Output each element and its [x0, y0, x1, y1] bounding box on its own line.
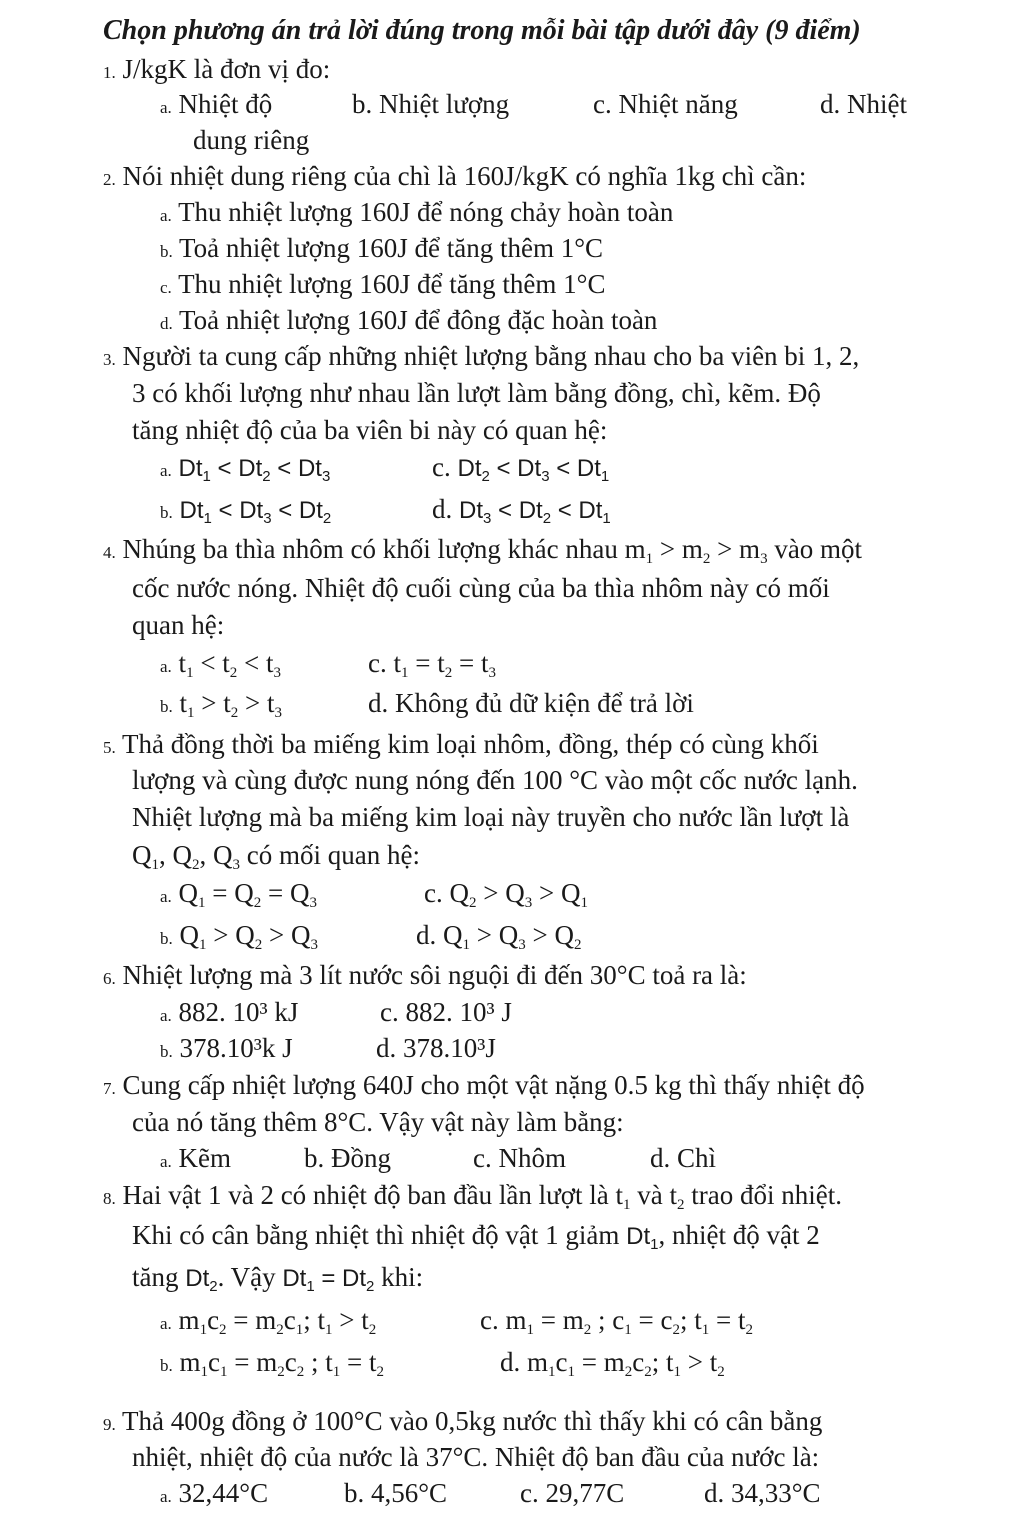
q4-option-d[interactable]: d. Không đủ dữ kiện để trả lời — [368, 688, 694, 718]
q2-option-d[interactable]: d. Toả nhiệt lượng 160J để đông đặc hoàn toàn — [160, 305, 658, 335]
page-title: Chọn phương án trả lời đúng trong mỗi bài tập dưới đây (9 điểm) — [103, 15, 861, 46]
q4-option-b[interactable]: b. $t_1 > t_2 > t_3$ — [160, 688, 282, 721]
q5-option-c[interactable]: c. $Q_2 > Q_3 > Q_1$ — [424, 878, 588, 911]
formula: $t_1 = t_2 = t_3$ — [393, 648, 496, 681]
q5-option-d[interactable]: d. $Q_1 > Q_3 > Q_2$ — [416, 920, 582, 953]
q3-text-line2: 3 có khối lượng như nhau lần lượt làm bằng đồng, chì, kẽm. Độ — [132, 378, 821, 408]
question-9: 9. Thả 400g đồng ở 100°C vào 0,5kg nước thì thấy khi có cân bằng — [103, 1406, 823, 1436]
question-3: 3. Người ta cung cấp những nhiệt lượng bằng nhau cho ba viên bi 1, 2, — [103, 341, 860, 371]
q8-option-d[interactable]: d. $m_1c_1 = m_2c_2$; $t_1 > t_2$ — [500, 1347, 725, 1380]
question-8: 8. Hai vật 1 và 2 có nhiệt độ ban đầu lần lượt là $t_1$ và $t_2$ trao đổi nhiệt. — [103, 1180, 842, 1213]
q1-option-b[interactable]: b. Nhiệt lượng — [352, 89, 510, 119]
q7-option-d[interactable]: d. Chì — [650, 1143, 717, 1173]
q3-option-c[interactable]: c. $Dt_2 < Dt_3 < Dt_1$ — [432, 452, 610, 485]
formula: $Dt_1 < Dt_3 < Dt_2$ — [179, 497, 332, 527]
question-6: 6. Nhiệt lượng mà 3 lít nước sôi nguội đi đến 30°C toả ra là: — [103, 960, 747, 990]
question-1 — [103, 52, 330, 90]
formula: $Dt_3 < Dt_2 < Dt_1$ — [459, 497, 611, 527]
q4-option-a[interactable]: a. $t_1 < t_2 < t_3$ — [160, 648, 282, 681]
q7-option-a[interactable]: a. Kẽm — [160, 1143, 232, 1173]
q1-option-d[interactable]: d. Nhiệt — [820, 89, 907, 119]
question-2: 2. Nói nhiệt dung riêng của chì là 160J/kgK có nghĩa 1kg chì cần: — [103, 161, 807, 191]
question-7: 7. Cung cấp nhiệt lượng 640J cho một vật nặng 0.5 kg thì thấy nhiệt độ — [103, 1070, 865, 1100]
q1-option-c[interactable]: c. Nhiệt năng — [593, 89, 738, 119]
q2-option-a[interactable]: a. Thu nhiệt lượng 160J để nóng chảy hoàn toàn — [160, 197, 674, 227]
q9-text-line2: nhiệt, nhiệt độ của nước là 37°C. Nhiệt độ ban đầu của nước là: — [132, 1442, 820, 1472]
formula: $Dt_1 = Dt_2$ — [282, 1265, 375, 1295]
q6-option-c[interactable]: c. 882. 10³ J — [380, 997, 512, 1027]
formula: $Dt_2$ — [185, 1265, 218, 1295]
q3-option-a[interactable]: a. $Dt_1 < Dt_2 < Dt_3$ — [160, 455, 331, 485]
q9-option-d[interactable]: d. 34,33°C — [704, 1478, 821, 1508]
q9-option-c[interactable]: c. 29,77C — [520, 1478, 625, 1508]
formula: $Dt_1 < Dt_2 < Dt_3$ — [178, 455, 331, 485]
question-text: J/kgK là đơn vị đo: — [122, 54, 331, 84]
q5-option-b[interactable]: b. $Q_1 > Q_2 > Q_3$ — [160, 920, 318, 953]
q8-option-a[interactable]: a. $m_1c_2 = m_2c_1$; $t_1 > t_2$ — [160, 1305, 377, 1338]
q1-option-a[interactable]: a. Nhiệt độ — [160, 89, 273, 119]
q6-option-d[interactable]: d. 378.10³J — [376, 1033, 496, 1063]
formula: $Q_1 > Q_3 > Q_2$ — [443, 920, 582, 953]
q3-text-line3: tăng nhiệt độ của ba viên bi này có quan hệ: — [132, 415, 608, 445]
formula: $t_1 > t_2 > t_3$ — [179, 688, 282, 721]
formula: $Q_1 = Q_2 = Q_3$ — [178, 878, 318, 911]
q5-text-line3: Nhiệt lượng mà ba miếng kim loại này truyền cho nước lần lượt là — [132, 802, 850, 832]
q3-option-d[interactable]: d. $Dt_3 < Dt_2 < Dt_1$ — [432, 494, 611, 527]
q9-option-b[interactable]: b. 4,56°C — [344, 1478, 448, 1508]
formula: $m_1 > m_2 > m_3$ — [624, 534, 768, 567]
formula: $Dt_2 < Dt_3 < Dt_1$ — [457, 455, 610, 485]
q8-text-line3: tăng $Dt_2$. Vậy $Dt_1 = Dt_2$ khi: — [132, 1262, 424, 1295]
formula: $Q_1$, $Q_2$, $Q_3$ — [132, 840, 240, 873]
formula: $m_1 = m_2$ ; $c_1 = c_2$; $t_1 = t_2$ — [505, 1305, 753, 1338]
formula: $Q_2 > Q_3 > Q_1$ — [449, 878, 588, 911]
formula: $Dt_1$ — [626, 1223, 659, 1253]
q6-option-a[interactable]: a. 882. 10³ kJ — [160, 997, 299, 1027]
q7-text-line2: của nó tăng thêm 8°C. Vậy vật này làm bằng: — [132, 1107, 624, 1137]
question-4: 4. Nhúng ba thìa nhôm có khối lượng khác nhau $m_1 > m_2 > m_3$ vào một — [103, 534, 863, 567]
q9-option-a[interactable]: a. 32,44°C — [160, 1478, 269, 1508]
q8-option-c[interactable]: c. $m_1 = m_2$ ; $c_1 = c_2$; $t_1 = t_2$ — [480, 1305, 753, 1338]
q5-text-line4: $Q_1$, $Q_2$, $Q_3$ có mối quan hệ: — [132, 840, 420, 873]
q4-text-line2: cốc nước nóng. Nhiệt độ cuối cùng của ba thìa nhôm này có mối — [132, 573, 830, 603]
formula: $m_1c_2 = m_2c_1$; $t_1 > t_2$ — [178, 1305, 377, 1338]
q5-option-a[interactable]: a. $Q_1 = Q_2 = Q_3$ — [160, 878, 318, 911]
question-5: 5. Thả đồng thời ba miếng kim loại nhôm, đồng, thép có cùng khối — [103, 729, 819, 759]
q1-option-d-continued: dung riêng — [193, 125, 310, 155]
q4-option-c[interactable]: c. $t_1 = t_2 = t_3$ — [368, 648, 496, 681]
q7-option-c[interactable]: c. Nhôm — [473, 1143, 566, 1173]
formula: $Q_1 > Q_2 > Q_3$ — [179, 920, 318, 953]
formula: $m_1c_1 = m_2c_2$ ; $t_1 = t_2$ — [179, 1347, 384, 1380]
q8-option-b[interactable]: b. $m_1c_1 = m_2c_2$ ; $t_1 = t_2$ — [160, 1347, 384, 1380]
q8-text-line2: Khi có cân bằng nhiệt thì nhiệt độ vật 1 giảm $Dt_1$, nhiệt độ vật 2 — [132, 1220, 820, 1253]
q4-text-line3: quan hệ: — [132, 610, 225, 640]
q5-text-line2: lượng và cùng được nung nóng đến 100 °C vào một cốc nước lạnh. — [132, 765, 858, 795]
question-number: 1. — [103, 63, 116, 82]
formula: $t_1 < t_2 < t_3$ — [178, 648, 282, 681]
q7-option-b[interactable]: b. Đồng — [304, 1143, 391, 1173]
q2-option-b[interactable]: b. Toả nhiệt lượng 160J để tăng thêm 1°C — [160, 233, 604, 263]
q3-option-b[interactable]: b. $Dt_1 < Dt_3 < Dt_2$ — [160, 497, 332, 527]
q2-option-c[interactable]: c. Thu nhiệt lượng 160J để tăng thêm 1°C — [160, 269, 606, 299]
formula: $m_1c_1 = m_2c_2$; $t_1 > t_2$ — [527, 1347, 725, 1380]
q6-option-b[interactable]: b. 378.10³k J — [160, 1033, 293, 1063]
